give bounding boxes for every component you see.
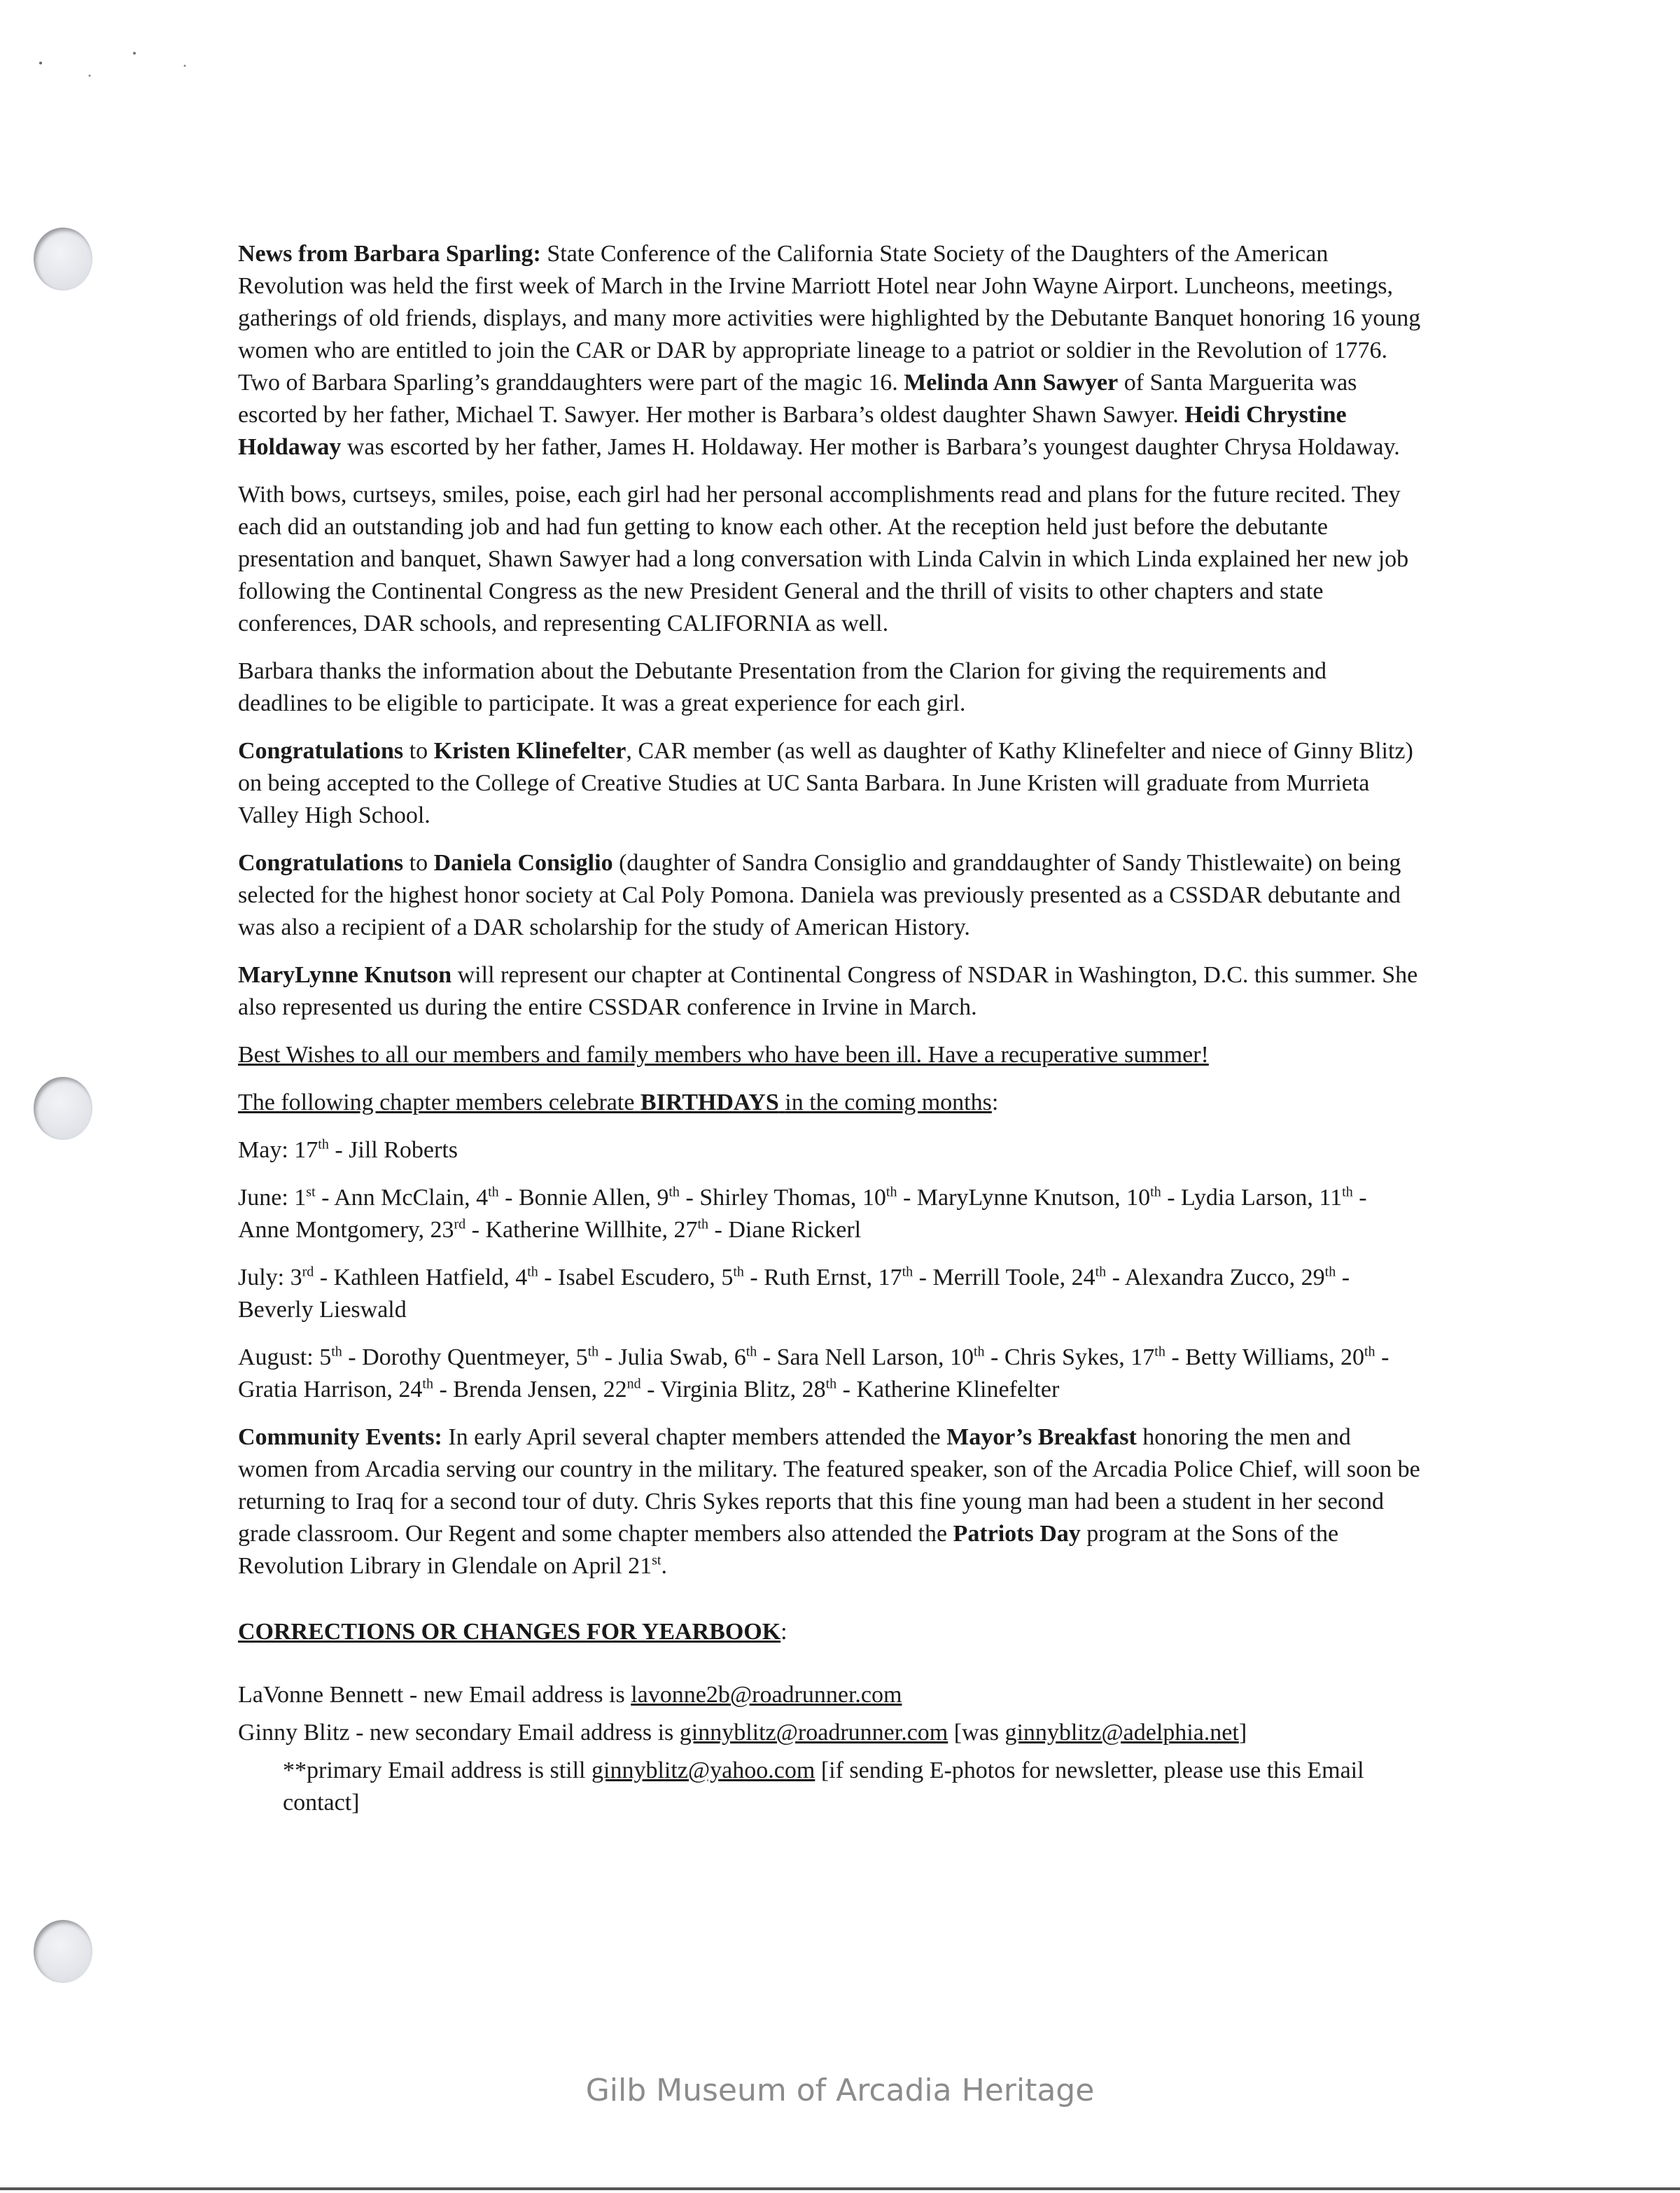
congrats-label: Congratulations bbox=[238, 850, 404, 876]
birthday-entry: 5th - Ruth Ernst, bbox=[721, 1264, 878, 1290]
birthdays-label: BIRTHDAYS bbox=[640, 1089, 779, 1115]
birthdays-august bbox=[238, 1342, 1421, 1406]
birthday-entry: 11th - Anne Montgomery, bbox=[238, 1184, 1367, 1243]
yearbook-heading: CORRECTIONS OR CHANGES FOR YEARBOOK: bbox=[238, 1619, 788, 1645]
yearbook-line-ginny: Ginny Blitz - new secondary Email address is ginnyblitz@roadrunner.com [was ginnyblitz@adelphia.net] bbox=[238, 1720, 1247, 1746]
scan-specks bbox=[35, 42, 203, 84]
museum-watermark: Gilb Museum of Arcadia Heritage bbox=[585, 2073, 1095, 2108]
birthday-entry: 28th - Katherine Klinefelter bbox=[802, 1376, 1060, 1402]
birthday-entry: 24th - Alexandra Zucco, bbox=[1071, 1264, 1301, 1290]
birthday-entry: 22nd - Virginia Blitz, bbox=[603, 1376, 802, 1402]
email-lavonne[interactable]: lavonne2b@roadrunner.com bbox=[631, 1682, 902, 1708]
month-label: May: bbox=[238, 1137, 295, 1163]
birthday-entry: 9th - Shirley Thomas, bbox=[657, 1184, 862, 1211]
birthday-entry: 17th - Merrill Toole, bbox=[878, 1264, 1072, 1290]
yearbook-line-lavonne: LaVonne Bennett - new Email address is lavonne2b@roadrunner.com bbox=[238, 1682, 902, 1708]
newsletter-content bbox=[238, 238, 1421, 1835]
yearbook-line-primary: **primary Email address is still ginnyblitz@yahoo.com [if sending E-photos for newsletter, please use this Email contact] bbox=[283, 1757, 1364, 1816]
best-wishes: Best Wishes to all our members and family members who have been ill. Have a recuperative summer! bbox=[238, 1042, 1209, 1068]
yearbook-heading-text: CORRECTIONS OR CHANGES FOR YEARBOOK bbox=[238, 1619, 781, 1645]
congrats-to: to bbox=[409, 738, 428, 764]
community-events: Community Events: In early April several chapter members attended the Mayor’s Breakfast honoring the men and women from Arcadia serving our country in the military. The featured speaker, son of the Arcadia Police Chief, will soon be returning to Iraq for a second tour of duty. Chris Sykes reports that this fine young man had been a student in her second grade classroom. Our Regent and some chapter members also attended the Patriots Day program at the Sons of the Revolution Library in Glendale on April 21st. bbox=[238, 1424, 1420, 1579]
birthday-entry: 3rd - Kathleen Hatfield, bbox=[290, 1264, 516, 1290]
news-text-a: State Conference of the California State Society of the Daughters of the American Revolution was held the first week of March in the Irvine Marriott Hotel near John Wayne Airport. Luncheons, meetings, gatherings of old friends, displays, and many more activities were highlighted by the Debutante Banquet honoring 16 young women who are entitled to join the CAR or DAR by appropriate lineage to a patriot or soldier in the Revolution of 1776. Two of Barbara Sparling’s granddaughters were part of the magic 16. bbox=[238, 241, 1421, 396]
birthday-entry: 10th - MaryLynne Knutson, bbox=[862, 1184, 1127, 1211]
name-marylynne: MaryLynne Knutson bbox=[238, 962, 452, 988]
news-text-b: of Santa Marguerita was escorted by her father, Michael T. Sawyer. Her mother is Barbara’s oldest daughter Shawn Sawyer. bbox=[238, 370, 1357, 428]
marylynne-paragraph bbox=[238, 959, 1421, 1024]
birthday-entry: 27th - Diane Rickerl bbox=[673, 1216, 862, 1243]
name-kristen: Kristen Klinefelter bbox=[433, 738, 626, 764]
name-daniela: Daniela Consiglio bbox=[433, 850, 613, 876]
birthday-entry: 5th - Julia Swab, bbox=[575, 1344, 734, 1370]
birthday-entry: 24th - Brenda Jensen, bbox=[398, 1376, 603, 1402]
news-paragraph-3: Barbara thanks the information about the Debutante Presentation from the Clarion for giving the requirements and deadlines to be eligible to participate. It was a great experience for each girl. bbox=[238, 658, 1327, 716]
mayors-breakfast: Mayor’s Breakfast bbox=[946, 1424, 1137, 1450]
birthday-entry: 4th - Bonnie Allen, bbox=[476, 1184, 657, 1211]
birthday-entry: 29th - Beverly Lieswald bbox=[238, 1264, 1350, 1323]
name-melinda: Melinda Ann Sawyer bbox=[904, 370, 1119, 396]
congrats-kristen bbox=[238, 735, 1421, 832]
email-ginny-adelphia[interactable]: ginnyblitz@adelphia.net bbox=[1004, 1720, 1239, 1746]
birthdays-may bbox=[238, 1134, 1421, 1167]
news-paragraph-2: With bows, curtseys, smiles, poise, each girl had her personal accomplishments read and plans for the future recited. They each did an outstanding job and had fun getting to know each other. At the reception held just before the debutante presentation and banquet, Shawn Sawyer had a long conversation with Linda Calvin in which Linda explained her new job following the Continental Congress as the new President General and the thrill of visits to other chapters and state conferences, DAR schools, and representing CALIFORNIA as well. bbox=[238, 482, 1409, 636]
birthday-entry: 10th - Chris Sykes, bbox=[949, 1344, 1131, 1370]
marylynne-text: will represent our chapter at Continental Congress of NSDAR in Washington, D.C. this summer. She also represented us during the entire CSSDAR conference in Irvine in March. bbox=[238, 962, 1418, 1020]
congrats-kristen-text: , CAR member (as well as daughter of Kathy Klinefelter and niece of Ginny Blitz) on being accepted to the College of Creative Studies at UC Santa Barbara. In June Kristen will graduate from Murrieta Valley High School. bbox=[238, 738, 1413, 828]
birthday-entry: 6th - Sara Nell Larson, bbox=[734, 1344, 950, 1370]
news-heading: News from Barbara Sparling: bbox=[238, 241, 541, 267]
birthdays-july bbox=[238, 1262, 1421, 1326]
birthday-entry: 10th - Lydia Larson, bbox=[1126, 1184, 1320, 1211]
email-ginny-yahoo[interactable]: ginnyblitz@yahoo.com bbox=[592, 1757, 816, 1783]
congrats-daniela bbox=[238, 847, 1421, 944]
congrats-to: to bbox=[409, 850, 428, 876]
birthday-entry: 17th - Betty Williams, bbox=[1130, 1344, 1340, 1370]
punch-hole-bottom bbox=[34, 1920, 92, 1983]
community-label: Community Events: bbox=[238, 1424, 442, 1450]
email-ginny-roadrunner[interactable]: ginnyblitz@roadrunner.com bbox=[679, 1720, 948, 1746]
punch-hole-top bbox=[34, 228, 92, 291]
birthday-entry: 20th - Gratia Harrison, bbox=[238, 1344, 1390, 1402]
patriots-day: Patriots Day bbox=[953, 1521, 1081, 1547]
page-bottom-edge bbox=[0, 2187, 1680, 2190]
month-label: August: bbox=[238, 1344, 320, 1370]
birthday-entry: 17th - Jill Roberts bbox=[294, 1136, 458, 1163]
news-text-c: was escorted by her father, James H. Holdaway. Her mother is Barbara’s youngest daughter Chrysa Holdaway. bbox=[346, 434, 1400, 460]
birthdays-intro: The following chapter members celebrate BIRTHDAYS in the coming months: bbox=[238, 1089, 999, 1115]
congrats-daniela-text: (daughter of Sandra Consiglio and granddaughter of Sandy Thistlewaite) on being selected for the highest honor society at Cal Poly Pomona. Daniela was previously presented as a CSSDAR debutante and was also a recipient of a DAR scholarship for the study of American History. bbox=[238, 850, 1401, 940]
birthday-entry: 5th - Dorothy Quentmeyer, bbox=[319, 1344, 576, 1370]
congrats-label: Congratulations bbox=[238, 738, 404, 764]
name-heidi: Heidi Chrystine Holdaway bbox=[238, 402, 1347, 460]
news-paragraph-1 bbox=[238, 238, 1421, 464]
birthdays-june bbox=[238, 1182, 1421, 1246]
punch-hole-middle bbox=[34, 1077, 92, 1140]
birthdays-intro-underlined: The following chapter members celebrate BIRTHDAYS in the coming months bbox=[238, 1089, 992, 1115]
birthday-entry: 1st - Ann McClain, bbox=[294, 1184, 477, 1211]
birthday-entry: 4th - Isabel Escudero, bbox=[515, 1264, 722, 1290]
month-label: July: bbox=[238, 1265, 290, 1290]
birthday-entry: 23rd - Katherine Willhite, bbox=[430, 1216, 674, 1243]
month-label: June: bbox=[238, 1185, 295, 1211]
